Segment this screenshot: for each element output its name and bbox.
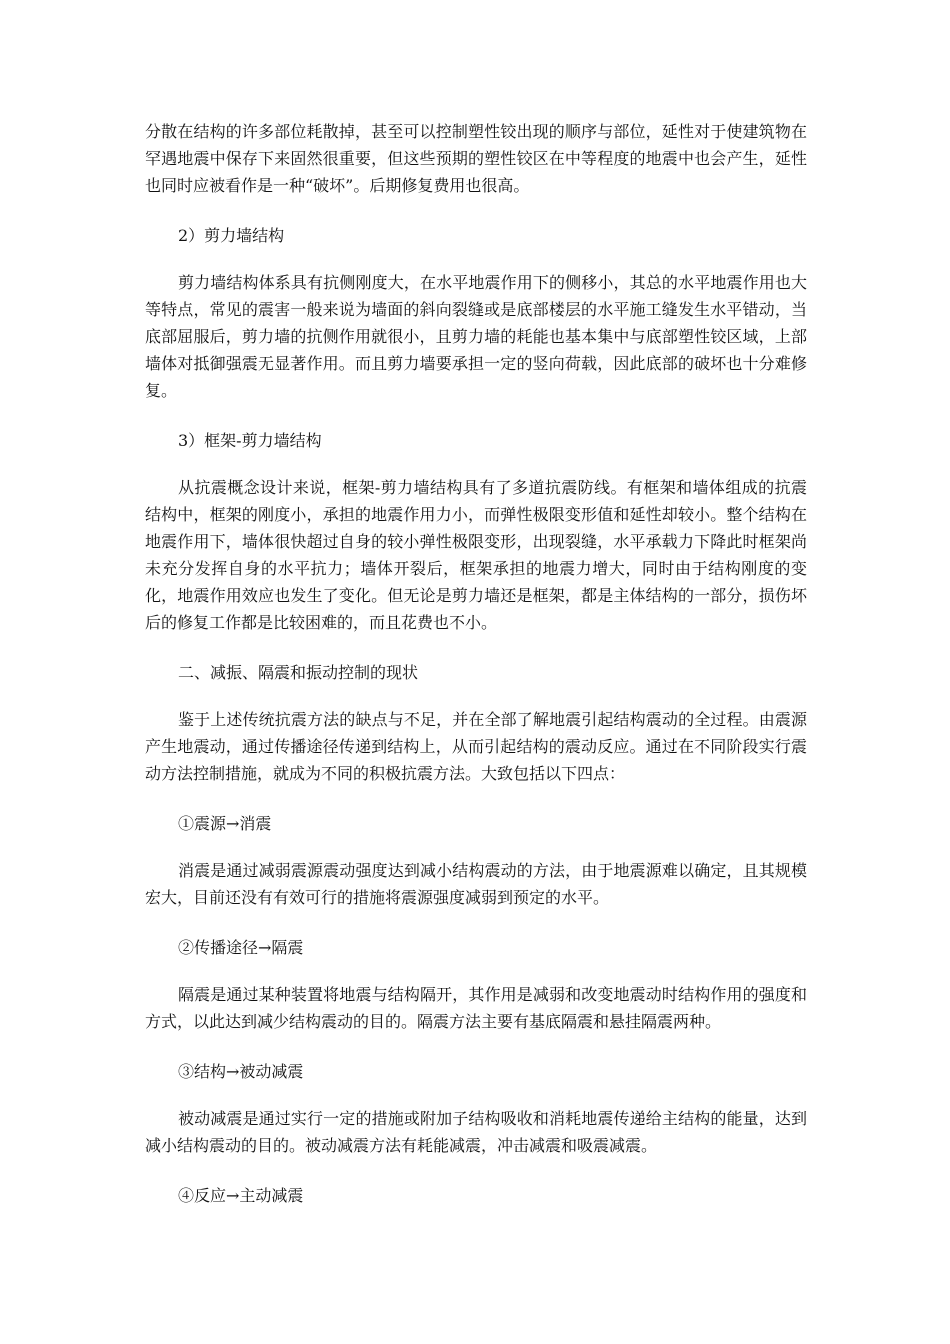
heading-passive-control: ③结构→被动减震	[178, 1062, 304, 1081]
paragraph-frame-shear-wall: 从抗震概念设计来说，框架-剪力墙结构具有了多道抗震防线。有框架和墙体组成的抗震结构中，框架的刚度小，承担的地震作用力小，而弹性极限变形值和延性却较小。整个结构在地震作用下，墙体很快超过自身的较小弹性极限变形，出现裂缝，水平承载力下降此时框架尚未充分发挥自身的水平抗力；墙体开裂后，框架承担的地震力增大，同时由于结构刚度的变化，地震作用效应也发生了变化。但无论是剪力墙还是框架，都是主体结构的一部分，损伤坏后的修复工作都是比较困难的，而且花费也不小。	[145, 478, 807, 632]
heading-active-control: ④反应→主动减震	[178, 1186, 304, 1205]
document-body	[145, 118, 807, 1209]
heading-isolation: ②传播途径→隔震	[178, 938, 304, 957]
paragraph-passive-control: 被动减震是通过实行一定的措施或附加子结构吸收和消耗地震传递给主结构的能量，达到减小结构震动的目的。被动减震方法有耗能减震，冲击减震和吸震减震。	[145, 1109, 807, 1155]
heading-shear-wall-structure: 2）剪力墙结构	[178, 226, 285, 245]
heading-vibration-control-status: 二、减振、隔震和振动控制的现状	[178, 663, 419, 682]
paragraph-source-elimination: 消震是通过减弱震源震动强度达到减小结构震动的方法，由于地震源难以确定，且其规模宏大，目前还没有有效可行的措施将震源强度减弱到预定的水平。	[145, 861, 807, 907]
heading-source-elimination: ①震源→消震	[178, 814, 272, 833]
paragraph-shear-wall: 剪力墙结构体系具有抗侧刚度大，在水平地震作用下的侧移小，其总的水平地震作用也大等特点，常见的震害一般来说为墙面的斜向裂缝或是底部楼层的水平施工缝发生水平错动，当底部屈服后，剪力墙的抗侧作用就很小，且剪力墙的耗能也基本集中与底部塑性铰区域，上部墙体对抵御强震无显著作用。而且剪力墙要承担一定的竖向荷载，因此底部的破坏也十分难修复。	[145, 273, 807, 400]
paragraph-isolation: 隔震是通过某种装置将地震与结构隔开，其作用是减弱和改变地震动时结构作用的强度和方式，以此达到减少结构震动的目的。隔震方法主要有基底隔震和悬挂隔震两种。	[145, 985, 807, 1031]
paragraph-ductility: 分散在结构的许多部位耗散掉，甚至可以控制塑性铰出现的顺序与部位，延性对于使建筑物在罕遇地震中保存下来固然很重要，但这些预期的塑性铰区在中等程度的地震中也会产生，延性也同时应被看作是一种“破坏”。后期修复费用也很高。	[145, 122, 807, 195]
heading-frame-shear-wall-structure: 3）框架-剪力墙结构	[178, 431, 322, 450]
paragraph-vibration-control-overview: 鉴于上述传统抗震方法的缺点与不足，并在全部了解地震引起结构震动的全过程。由震源产生地震动，通过传播途径传递到结构上，从而引起结构的震动反应。通过在不同阶段实行震动方法控制措施，就成为不同的积极抗震方法。大致包括以下四点：	[145, 710, 807, 783]
